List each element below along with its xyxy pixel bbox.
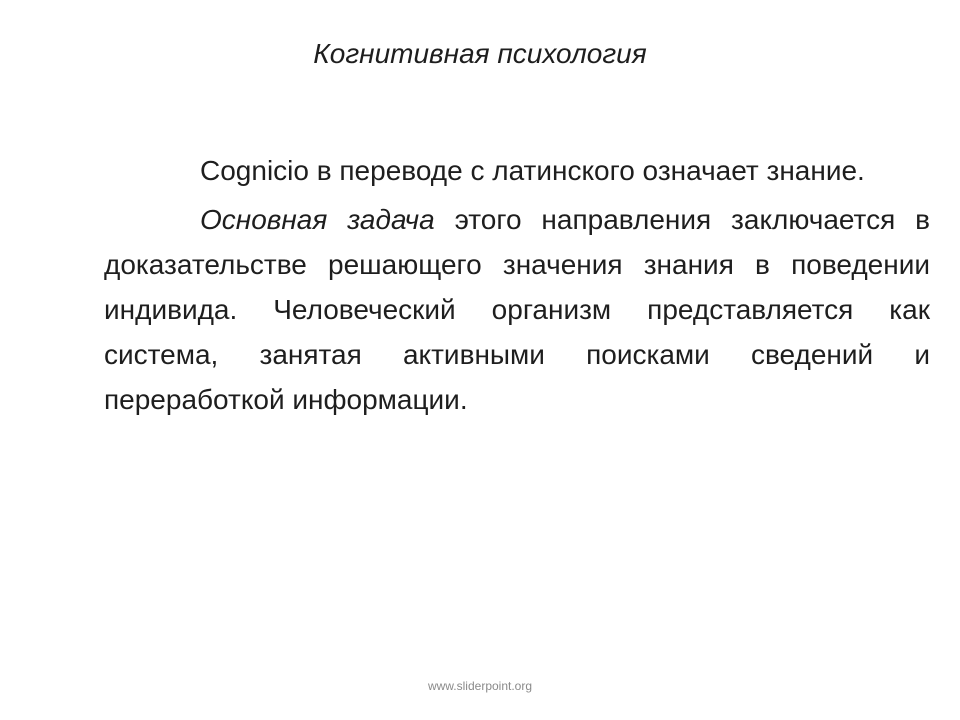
slide-body	[104, 148, 930, 426]
main-task-emphasis: Основная задача	[200, 204, 435, 235]
main-task-text: этого направления заключается в доказательстве решающего значения знания в поведении индивида. Человеческий организм представляется как система, занятая активными поисками сведений и переработкой информации.	[104, 204, 930, 415]
footer-watermark: www.sliderpoint.org	[427, 679, 533, 693]
paragraph-main-task	[104, 197, 930, 422]
paragraph-definition: Cognicio в переводе с латинского означает знание.	[200, 155, 865, 186]
slide-title: Когнитивная психология	[313, 38, 647, 69]
